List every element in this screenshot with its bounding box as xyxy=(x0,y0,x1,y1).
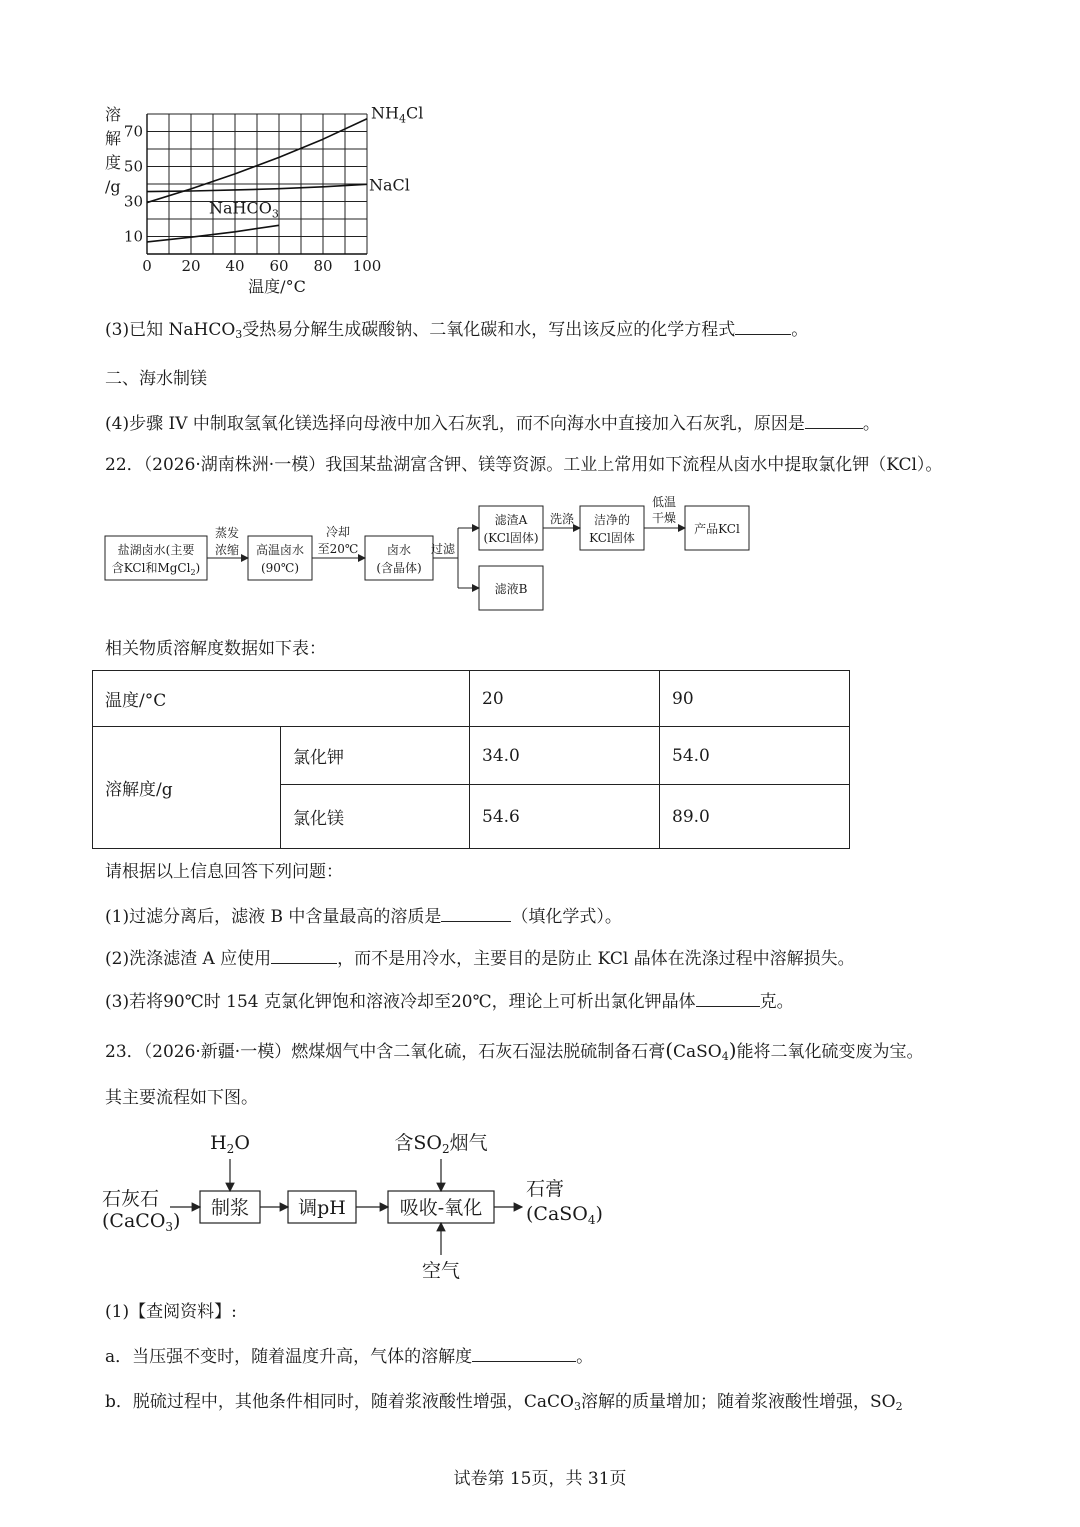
q23-b-sub2: 2 xyxy=(895,1400,903,1413)
chart-x-tick-label: 60 xyxy=(269,257,289,275)
q23-b-mid: 溶解的质量增加；随着浆液酸性增强，SO xyxy=(580,1392,896,1412)
q23-formula-paren-close: ) xyxy=(728,1038,737,1062)
gypsum-formula: (CaSO$_4$) xyxy=(526,1203,603,1227)
table-cell: 54.6 xyxy=(470,785,660,849)
chart-y-tick-label: 70 xyxy=(123,122,143,141)
box4-line1: 滤渣A xyxy=(494,513,528,527)
temp-label-cell: 温度/°C xyxy=(93,671,470,727)
box2-line1: 高温卤水 xyxy=(255,543,305,557)
q22-flow-diagram xyxy=(100,492,760,622)
arrow2-top: 冷却 xyxy=(325,525,351,539)
table-cell: 氯化镁 xyxy=(281,785,470,849)
q23-formula-paren-open: ( xyxy=(665,1038,674,1062)
absorb-oxidize-label: 吸收-氧化 xyxy=(399,1197,483,1219)
box3-line2: (含晶体) xyxy=(376,561,422,575)
q4-text: (4)步骤 IV 中制取氢氧化镁选择向母液中加入石灰乳，而不向海水中直接加入石灰乳，原因是 xyxy=(105,414,805,434)
q23-header xyxy=(105,1038,924,1069)
arrow2-bottom: 至20℃ xyxy=(317,542,359,556)
q3-sub: 3 xyxy=(235,328,243,341)
box5-line1: 洁净的 xyxy=(593,513,631,527)
solubility-label-cell: 溶解度/g xyxy=(93,727,281,849)
q3-suffix: 受热易分解生成碳酸钠、二氧化碳和水，写出该反应的化学方程式 xyxy=(242,320,736,340)
chart-y-axis-label-char: /g xyxy=(105,177,121,196)
table-cell: 氯化钾 xyxy=(281,727,470,785)
box4-line2: (KCl固体) xyxy=(483,531,539,545)
q22-q2-line xyxy=(105,945,855,971)
table-intro: 相关物质溶解度数据如下表： xyxy=(105,639,326,659)
limestone-formula: (CaCO$_3$) xyxy=(102,1210,181,1234)
chart-y-tick-label: 50 xyxy=(123,157,143,176)
q23-a-pre: a．当压强不变时，随着温度升高，气体的溶解度 xyxy=(105,1347,473,1367)
chart-y-tick-label: 10 xyxy=(123,227,143,246)
q23-a-answer-blank[interactable] xyxy=(472,1343,576,1362)
q3-line xyxy=(105,316,808,347)
q23-formula-sub: 4 xyxy=(721,1050,729,1063)
chart-series-label-nacl: NaCl xyxy=(369,175,410,195)
q23-b-line xyxy=(105,1390,903,1419)
table-cell: 54.0 xyxy=(660,727,850,785)
flue-gas-label: 含$SO_2$烟气 xyxy=(394,1132,488,1156)
chart-x-tick-label: 40 xyxy=(225,257,245,275)
chart-y-tick-label: 30 xyxy=(123,192,143,211)
box7-label: 滤液B xyxy=(494,582,528,596)
section-2-title: 二、海水制镁 xyxy=(105,369,207,389)
chart-x-tick-label: 20 xyxy=(181,257,201,275)
q22-q2-pre: (2)洗涤滤渣 A 应使用 xyxy=(105,949,272,969)
q22-q1-pre: (1)过滤分离后，滤液 B 中含量最高的溶质是 xyxy=(105,907,442,927)
q22-q1-post: （填化学式）。 xyxy=(511,907,622,927)
q22-q1-answer-blank[interactable] xyxy=(441,903,511,922)
q22-q1-line xyxy=(105,903,622,929)
air-label: 空气 xyxy=(421,1260,461,1282)
q22-q3-answer-blank[interactable] xyxy=(696,988,760,1007)
q23-flow-diagram xyxy=(100,1125,620,1285)
q3-answer-blank[interactable] xyxy=(735,316,791,335)
table-header-row xyxy=(93,671,850,727)
chart-y-axis-label-char: 解 xyxy=(105,129,122,148)
arrow5-top: 低温 xyxy=(651,495,677,509)
arrow1-top: 蒸发 xyxy=(214,526,240,540)
chart-x-tick-label: 80 xyxy=(313,257,333,275)
table-cell: 89.0 xyxy=(660,785,850,849)
arrow3-label: 过滤 xyxy=(430,542,456,556)
q22-q2-answer-blank[interactable] xyxy=(271,945,337,964)
chart-labels xyxy=(105,104,423,296)
q23-formula-main: CaSO xyxy=(673,1042,722,1062)
chart-grid xyxy=(147,114,367,254)
box2-line2: (90℃) xyxy=(260,561,300,575)
solubility-table xyxy=(92,670,850,849)
arrow5-bottom: 干燥 xyxy=(651,511,677,525)
q22-header: 22．（2026·湖南株洲·一模）我国某盐湖富含钾、镁等资源。工业上常用如下流程从卤水中提取氯化钾（KCl）。 xyxy=(105,455,943,475)
box1-line1: 盐湖卤水(主要 xyxy=(117,543,195,557)
q4-end: 。 xyxy=(862,414,880,434)
box3-line1: 卤水 xyxy=(386,543,412,557)
q23-header-pre: 23．（2026·新疆·一模）燃煤烟气中含二氧化硫，石灰石湿法脱硫制备石膏 xyxy=(105,1042,666,1062)
chart-x-tick-label: 100 xyxy=(352,257,382,275)
water-label: $H_2O$ xyxy=(210,1132,250,1156)
limestone-label: 石灰石 xyxy=(102,1188,160,1210)
q3-prefix: (3)已知 NaHCO xyxy=(105,320,236,340)
q4-answer-blank[interactable] xyxy=(805,410,863,429)
box5-line2: KCl固体 xyxy=(589,531,635,545)
box6-label: 产品KCl xyxy=(694,522,740,536)
chart-x-axis-label: 温度/°C xyxy=(248,277,306,296)
arrow4-label: 洗涤 xyxy=(549,512,575,526)
q23-b-sub: 3 xyxy=(573,1400,581,1413)
q23-header-post: 能将二氧化硫变废为宝。 xyxy=(736,1042,924,1062)
temp-20-cell: 20 xyxy=(470,671,660,727)
arrow1-bottom: 浓缩 xyxy=(214,543,240,557)
solubility-chart xyxy=(95,100,435,300)
chart-y-axis-label-char: 溶 xyxy=(105,105,122,124)
q22-q3-post: 克。 xyxy=(759,992,794,1012)
page-footer: 试卷第 15页，共 31页 xyxy=(453,1469,627,1489)
q22-q3-pre: (3)若将90℃时 154 克氯化钾饱和溶液冷却至20℃，理论上可析出氯化钾晶体 xyxy=(105,992,696,1012)
q4-line xyxy=(105,410,880,436)
ph-label: 调pH xyxy=(298,1197,346,1219)
box1-line2: 含KCl和MgCl$_2$) xyxy=(111,561,201,577)
q23-a-line xyxy=(105,1343,593,1369)
chart-y-axis-label-char: 度 xyxy=(105,153,122,172)
temp-90-cell: 90 xyxy=(660,671,850,727)
q22-q3-line xyxy=(105,988,794,1014)
chart-x-tick-label: 0 xyxy=(142,257,152,275)
q23-a-post: 。 xyxy=(576,1347,594,1367)
q22-q2-post: ，而不是用冷水，主要目的是防止 KCl 晶体在洗涤过程中溶解损失。 xyxy=(337,949,855,969)
q23-p1: (1)【查阅资料】: xyxy=(105,1302,237,1322)
q23-line2: 其主要流程如下图。 xyxy=(105,1088,258,1108)
q23-b-pre: b．脱硫过程中，其他条件相同时，随着浆液酸性增强，CaCO xyxy=(105,1392,574,1412)
q22-prompt: 请根据以上信息回答下列问题： xyxy=(105,862,343,882)
q3-end: 。 xyxy=(791,320,809,340)
slurry-label: 制浆 xyxy=(210,1197,250,1219)
chart-series-label-nh4cl: $NH_4Cl$ xyxy=(371,103,424,126)
chart-series-label-nahco3: NaHCO$_3$ xyxy=(209,198,279,221)
table-cell: 34.0 xyxy=(470,727,660,785)
gypsum-label: 石膏 xyxy=(526,1178,565,1200)
table-row xyxy=(93,727,850,785)
